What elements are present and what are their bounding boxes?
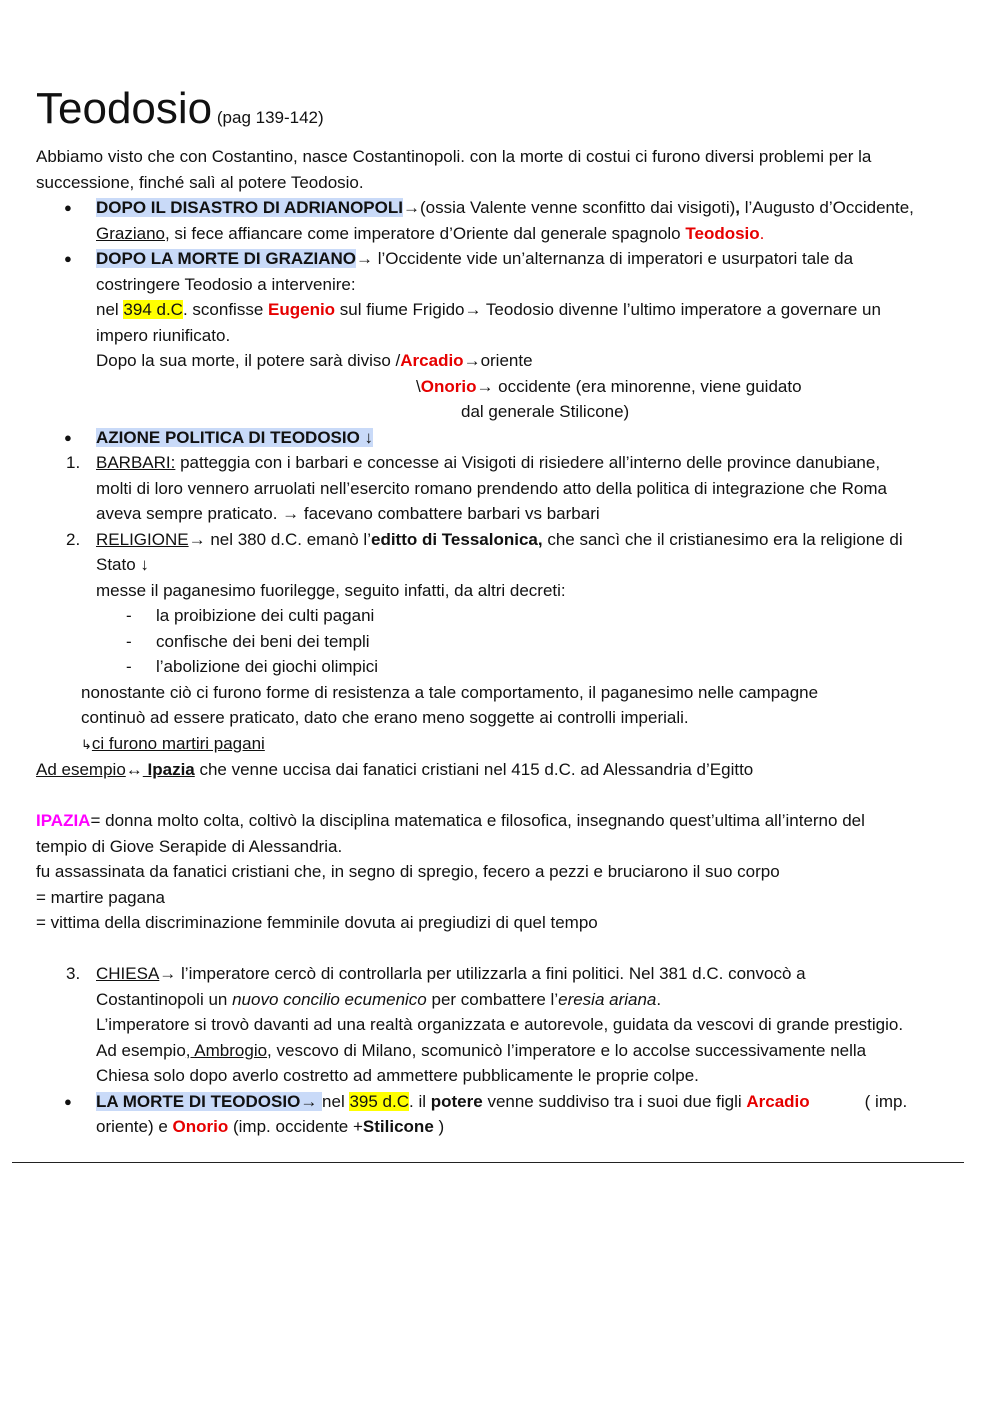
item-chiesa (36, 961, 971, 1089)
text: impero riunificato. (96, 325, 231, 345)
text: messe il paganesimo fuorilegge, seguito infatti, da altri decreti: (96, 580, 566, 600)
bullet-adrianopoli (36, 195, 971, 246)
ambrogio-name: , Ambrogio, (185, 1040, 272, 1060)
text: sul fiume Frigido→ Teodosio divenne l’ultimo imperatore a governare un (335, 300, 881, 319)
onorio-line (36, 374, 971, 400)
label-barbari: BARBARI: (96, 453, 176, 472)
text: \ (416, 376, 421, 396)
stilicone-name: Stilicone (362, 1117, 434, 1136)
text: per combattere l’ (426, 989, 559, 1009)
eugenio-name: Eugenio (268, 300, 336, 319)
text: l’Augusto d’Occidente, (740, 198, 914, 217)
list-number: 3. (66, 964, 81, 983)
text: vescovo di Milano, scomunicò l’imperatore e lo accolse successivamente nella (271, 1040, 867, 1060)
heading-morte-graziano: DOPO LA MORTE DI GRAZIANO (96, 249, 357, 268)
text: ) (433, 1117, 445, 1136)
text: oriente) e (96, 1117, 173, 1136)
text: nel (96, 300, 124, 319)
label-chiesa: CHIESA (96, 964, 160, 983)
heading-morte-teodosio: LA MORTE DI TEODOSIO→ (96, 1091, 323, 1111)
editto: editto di Tessalonica, (370, 529, 543, 549)
text: Chiesa solo dopo averlo costretto ad ammettere pubblicamente le proprie colpe. (96, 1066, 699, 1085)
spacer (36, 783, 971, 809)
eresia: eresia ariana (558, 989, 657, 1009)
teodosio-name: Teodosio (685, 223, 760, 243)
martiri-text: ci furono martiri pagani (91, 733, 265, 753)
decree-item: - confische dei beni dei templi (36, 629, 971, 655)
stilicone-line: dal generale Stilicone) (461, 402, 630, 421)
text: →oriente (463, 351, 533, 370)
date-highlight: 395 d.C (349, 1091, 410, 1111)
text: L’imperatore si trovò davanti ad una realtà organizzata e autorevole, guidata da vescovi di grande prestigio. (96, 1015, 904, 1034)
onorio-name: Onorio (172, 1117, 229, 1136)
arcadio-name: Arcadio (746, 1091, 810, 1111)
text: = donna molto colta, coltivò la disciplina matematica e filosofica, insegnando quest’ultima all’interno del (90, 811, 865, 830)
text: → nel 380 d.C. emanò l’ (188, 529, 371, 549)
document-page (36, 84, 971, 1140)
heading-azione-politica: AZIONE POLITICA DI TEODOSIO ↓ (96, 427, 374, 447)
text: , si fece affiancare come imperatore d’Oriente dal generale spagnolo (164, 223, 686, 243)
list-number: 2. (66, 529, 81, 549)
arcadio-name: Arcadio (400, 351, 464, 370)
intro-line-1: Abbiamo visto che con Costantino, nasce Costantinopoli. con la morte di costui ci furono diversi problemi per la (36, 147, 872, 166)
text: . (656, 989, 662, 1009)
text: Ad esempio (96, 1040, 186, 1060)
text: → l’Occidente vide un’alternanza di imperatori e usurpatori tale da (356, 249, 854, 268)
ipazia-line-1 (36, 808, 971, 834)
text: Stato ↓ (96, 555, 149, 574)
text: ↔ (125, 760, 143, 779)
text: che venne uccisa dai fanatici cristiani nel 415 d.C. ad Alessandria d’Egitto (194, 760, 754, 779)
date-highlight: 394 d.C (123, 300, 183, 319)
text: → l’imperatore cercò di controllarla per utilizzarla a fini politici. Nel 381 d.C. convocò a (159, 964, 806, 983)
martiri-line (36, 731, 971, 758)
text: Costantinopoli un (96, 989, 233, 1009)
esempio-line (36, 757, 971, 783)
text: . sconfisse (182, 300, 269, 319)
onorio-name: Onorio (420, 376, 477, 396)
resistenza-line-1: nonostante ciò ci furono forme di resistenza a tale comportamento, il paganesimo nelle campagne (81, 682, 819, 702)
text: Dopo la sua morte, il potere sarà diviso / (96, 351, 401, 370)
page-reference: (pag 139-142) (216, 108, 324, 127)
text: , (735, 198, 740, 217)
esempio-label: Ad esempio (36, 760, 126, 779)
decree-item: - la proibizione dei culti pagani (36, 603, 971, 629)
text: costringere Teodosio a intervenire: (96, 274, 356, 294)
potere: potere (430, 1091, 483, 1111)
bullet-azione-politica (36, 425, 971, 451)
text: venne suddiviso tra i suoi due figli (482, 1091, 747, 1111)
text: nel (322, 1091, 350, 1111)
label-religione: RELIGIONE (96, 529, 189, 549)
text: patteggia con i barbari e concesse ai Visigoti di risiedere all’interno delle province danubiane, (175, 453, 881, 472)
text: aveva sempre praticato. → facevano combattere barbari vs barbari (96, 504, 600, 523)
text: ( imp. (864, 1091, 908, 1111)
item-religione (36, 527, 971, 604)
heading-adrianopoli: DOPO IL DISASTRO DI ADRIANOPOLI (96, 198, 403, 217)
bullet-morte-teodosio (36, 1089, 971, 1140)
ipazia-link: Ipazia (142, 760, 195, 779)
bullet-morte-graziano (36, 246, 971, 374)
decree-item: - l’abolizione dei giochi olimpici (36, 654, 971, 680)
ipazia-line-5: = vittima della discriminazione femminile dovuta ai pregiudizi di quel tempo (36, 913, 598, 932)
item-barbari (36, 450, 971, 527)
text: (imp. occidente + (228, 1117, 363, 1136)
text: molti di loro vennero arruolati nell’esercito romano prendendo atto della politica di integrazione che Roma (96, 478, 887, 498)
text: → occidente (era minorenne, viene guidato (476, 376, 802, 396)
spacer (36, 936, 971, 962)
ipazia-line-3: fu assassinata da fanatici cristiani che, in segno di spregio, fecero a pezzi e bruciarono il suo corpo (36, 862, 780, 881)
text: →(ossia Valente venne sconfitto dai visigoti) (402, 198, 736, 217)
text: che sancì che il cristianesimo era la religione di (542, 529, 903, 549)
title-line (36, 84, 971, 134)
graziano-name: Graziano (96, 223, 165, 243)
text: . il (409, 1091, 431, 1111)
ipazia-line-4: = martire pagana (36, 887, 165, 907)
list-number: 1. (66, 453, 81, 472)
page-title: Teodosio (36, 84, 213, 133)
return-arrow-icon: ↳ (81, 736, 92, 752)
resistenza-line-2: continuò ad essere praticato, dato che erano meno soggette ai controlli imperiali. (81, 708, 689, 727)
horizontal-rule (12, 1162, 964, 1163)
ipazia-name: IPAZIA (36, 811, 91, 830)
ipazia-line-2: tempio di Giove Serapide di Alessandria. (36, 836, 343, 856)
text: . (759, 223, 765, 243)
intro-line-2: successione, finché salì al potere Teodosio. (36, 172, 364, 192)
concilio: nuovo concilio ecumenico (232, 989, 427, 1009)
